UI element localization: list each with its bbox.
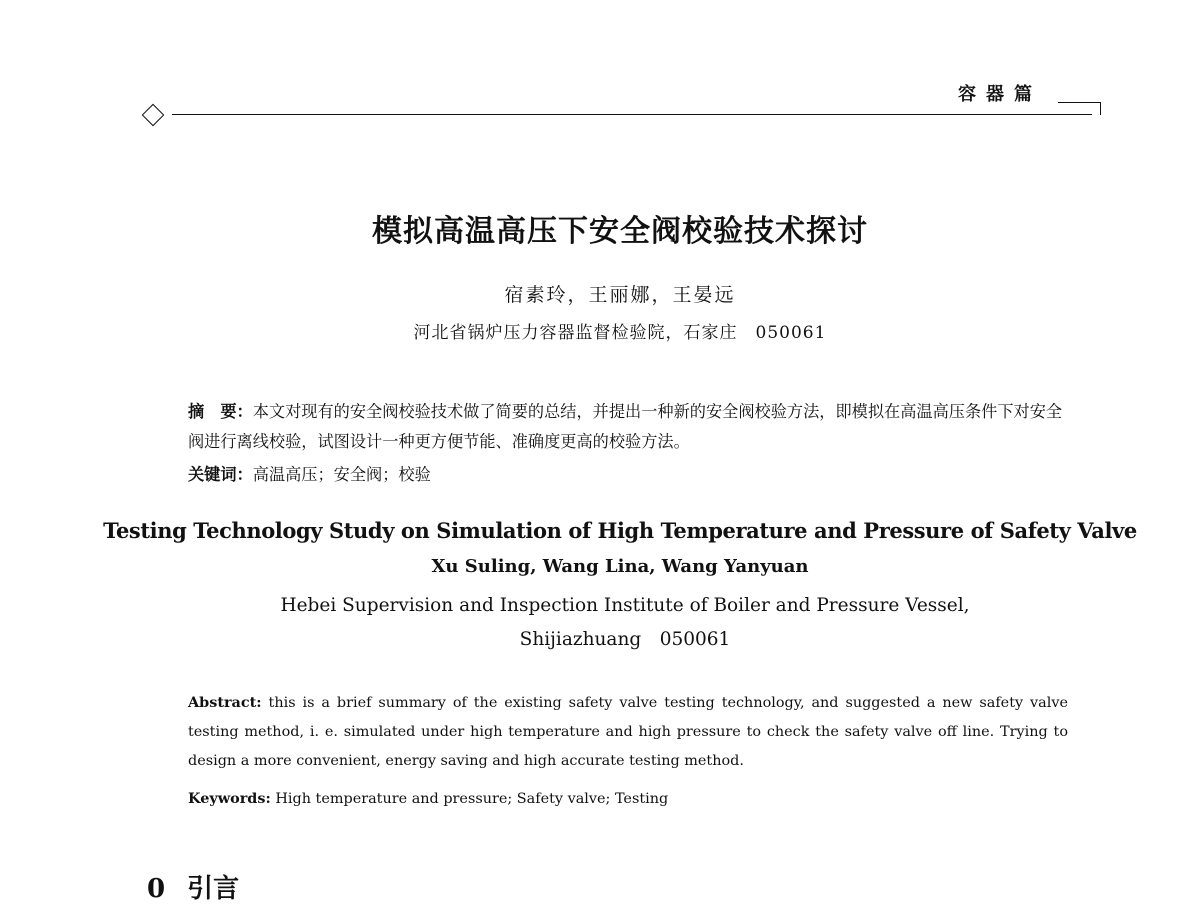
keywords-cn (188, 460, 1063, 490)
header-corner-mark (1058, 102, 1101, 115)
affiliation-en-line1: Hebei Supervision and Inspection Institute of Boiler and Pressure Vessel, (280, 595, 970, 616)
authors-cn: 宿素玲，王丽娜，王晏远 (504, 284, 736, 306)
abstract-cn (188, 397, 1063, 457)
abstract-en (188, 688, 1068, 776)
section-number: 0 (147, 874, 166, 904)
abstract-en-label: Abstract: (188, 694, 262, 711)
keywords-en-text: High temperature and pressure; Safety valve; Testing (275, 791, 669, 807)
diamond-icon (142, 104, 165, 127)
keywords-en-label: Keywords: (188, 790, 271, 807)
abstract-cn-text: 本文对现有的安全阀校验技术做了简要的总结，并提出一种新的安全阀校验方法，即模拟在高温高压条件下对安全阀进行离线校验，试图设计一种更方便节能、准确度更高的校验方法。 (188, 402, 1063, 451)
paper-title-cn: 模拟高温高压下安全阀校验技术探讨 (372, 214, 868, 249)
affiliation-en (0, 589, 1200, 657)
keywords-en (188, 784, 1068, 814)
abstract-cn-label: 摘 要： (188, 402, 253, 421)
keywords-cn-text: 高温高压；安全阀；校验 (252, 465, 431, 484)
keywords-cn-label: 关键词： (188, 465, 253, 484)
journal-section-label: 容器篇 (958, 84, 1042, 105)
affiliation-en-line2: Shijiazhuang 050061 (519, 629, 731, 650)
paper-title-en: Testing Technology Study on Simulation of High Temperature and Pressure of Safety Valve (103, 518, 1137, 543)
section-heading (147, 868, 239, 905)
header-rule (172, 114, 1092, 115)
section-title: 引言 (187, 874, 240, 904)
abstract-en-text: this is a brief summary of the existing safety valve testing technology, and suggested a new safety valve testing method, i. e. simulated under high temperature and high pressure to check the safety valve off line. Trying to design a more convenient, energy saving and high accurate testing method. (188, 695, 1069, 769)
affiliation-cn: 河北省锅炉压力容器监督检验院，石家庄 050061 (413, 323, 827, 343)
authors-en: Xu Suling, Wang Lina, Wang Yanyuan (431, 556, 809, 577)
